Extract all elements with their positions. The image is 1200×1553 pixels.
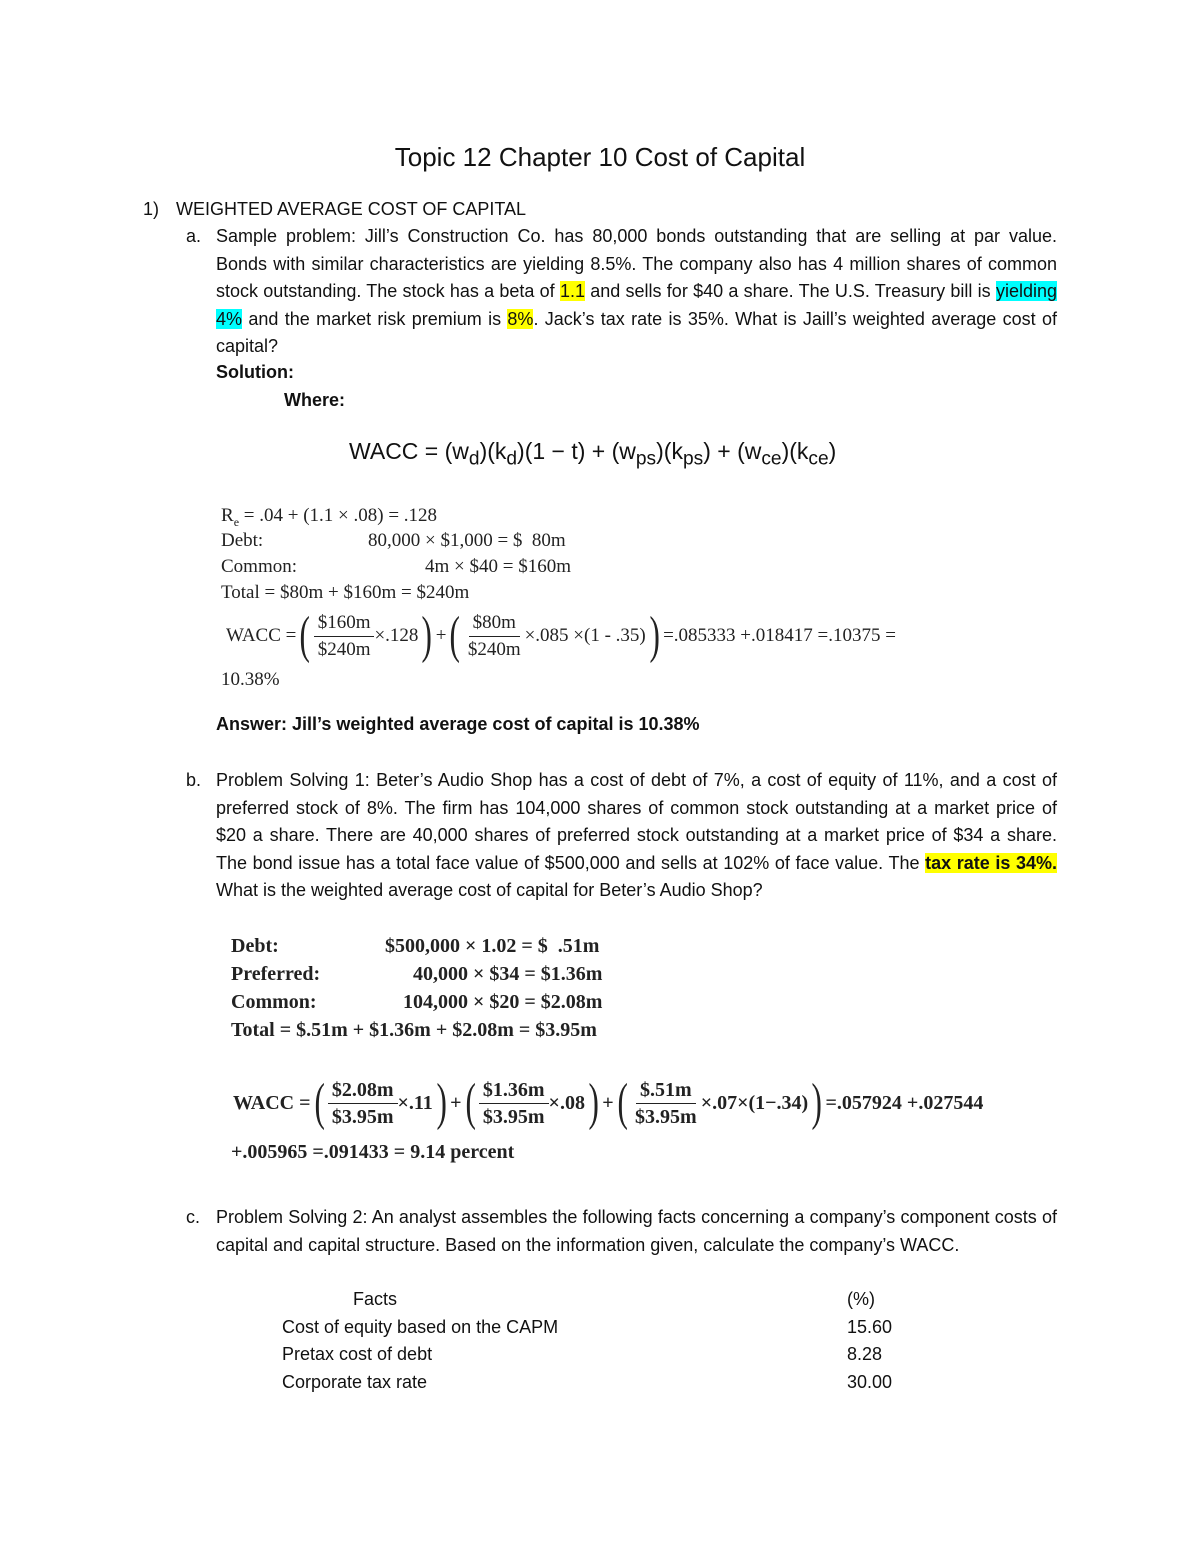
re-equation: $R_e = .04 + (1.1 \times .08) = .128$: [221, 505, 438, 529]
debt-label-b: Debt:: [231, 935, 279, 957]
part-c-text: Problem Solving 2: An analyst assembles the following facts concerning a company’s component costs of capital and capital structure. Based on the information given, calculate the company’s WACC.: [216, 1207, 1057, 1255]
part-c-letter: c.: [186, 1207, 201, 1227]
facts-header-row: [282, 1286, 892, 1314]
fact-label: Corporate tax rate: [282, 1371, 428, 1392]
debt-label-a: Debt:: [221, 530, 264, 551]
fact-label: Pretax cost of debt: [282, 1344, 433, 1365]
highlight-beta: 1.1: [559, 281, 585, 301]
pref-label-b: Preferred:: [231, 963, 321, 985]
facts-header-label: Facts: [353, 1289, 398, 1310]
total-a: Total = $80m + $160m = $240m: [221, 582, 470, 603]
where-label: Where:: [284, 390, 346, 410]
section-number: 1): [143, 199, 160, 219]
part-b-text: Problem Solving 1: Beter’s Audio Shop has a cost of debt of 7%, a cost of equity of 11%, and a cost of preferred stock of 8%. The firm has 104,000 shares of common stock outstanding at a market price of $20 a share. There are 40,000 shares of preferred stock outstanding at a market price of $34 a share. The bond issue has a total face value of $500,000 and sells at 102% of face value. The tax rate is 34%. What is the weighted average cost of capital for Beter’s Audio Shop?: [216, 770, 1057, 900]
total-b: Total = $.51m + $1.36m + $2.08m = $3.95m: [231, 1019, 597, 1041]
table-row: [282, 1369, 892, 1397]
page-title: Topic 12 Chapter 10 Cost of Capital: [394, 142, 806, 172]
highlight-risk-premium: 8%: [507, 308, 534, 329]
wacc-result-a: 10.38%: [221, 669, 280, 690]
part-a-text: Sample problem: Jill’s Construction Co. has 80,000 bonds outstanding that are selling at par value. Bonds with similar characteristics are yielding 8.5%. The company also has 4 million shares of common stock outstanding. The stock has a beta of 1.1 and sells for $40 a share. The U.S. Treasury bill is yielding 4% and the market risk premium is 8%. Jack’s tax rate is 35%. What is Jaill’s weighted average cost of capital?: [216, 226, 1057, 356]
wacc-result-b: +.005965 =.091433 = 9.14 percent: [231, 1141, 515, 1163]
common-value-b: 104,000 × $20 = $2.08m: [403, 991, 603, 1013]
section-heading: WEIGHTED AVERAGE COST OF CAPITAL: [176, 199, 527, 219]
wacc-calc-b: WACC = ( $\frac{\$2.08m}{\$3.95m}$ ×.11 ) + ( $\frac{\$1.36m}{\$3.95m}$ ×.08 ) + ( $\frac{\$.51m}{\$3.95m}$ ×.07×(1−.34) ) =.057924 +.027544: [233, 1074, 984, 1131]
fact-value: 8.28: [847, 1344, 883, 1365]
debt-value-b: $500,000 × 1.02 = $ .51m: [385, 935, 600, 957]
wacc-formula: WACC = $(w_d)(k_d)(1 - t) + (w_{ps})(k_{ps}) + (w_{ce})(k_{ce})$: [349, 438, 837, 470]
common-value-a: 4m × $40 = $160m: [425, 556, 571, 577]
pref-value-b: 40,000 × $34 = $1.36m: [413, 963, 603, 985]
highlight-tax-rate: tax rate is 34%.: [925, 852, 1057, 873]
common-label-a: Common:: [221, 556, 298, 577]
highlight-tbill: yielding 4%: [216, 281, 1057, 329]
wacc-calc-a: WACC = ( $\frac{\$160m}{\$240m}$ ×.128 ) + ( $\frac{\$80m}{\$240m}$ ×.085 ×(1 - .35) ) =.085333 +.018417 =.10375 =: [226, 607, 896, 664]
table-row: [282, 1314, 892, 1342]
debt-value-a: 80,000 × $1,000 = $ 80m: [368, 530, 566, 551]
table-row: [282, 1341, 892, 1369]
part-b-letter: b.: [186, 770, 202, 790]
facts-header-pct: (%): [847, 1289, 875, 1310]
fact-value: 30.00: [847, 1371, 893, 1392]
part-a-letter: a.: [186, 226, 202, 246]
fact-label: Cost of equity based on the CAPM: [282, 1316, 559, 1337]
solution-label: Solution:: [216, 362, 294, 382]
answer-text: Answer: Jill’s weighted average cost of capital is 10.38%: [216, 714, 700, 734]
facts-table: [282, 1286, 892, 1396]
fact-value: 15.60: [847, 1316, 893, 1337]
common-label-b: Common:: [231, 991, 317, 1013]
